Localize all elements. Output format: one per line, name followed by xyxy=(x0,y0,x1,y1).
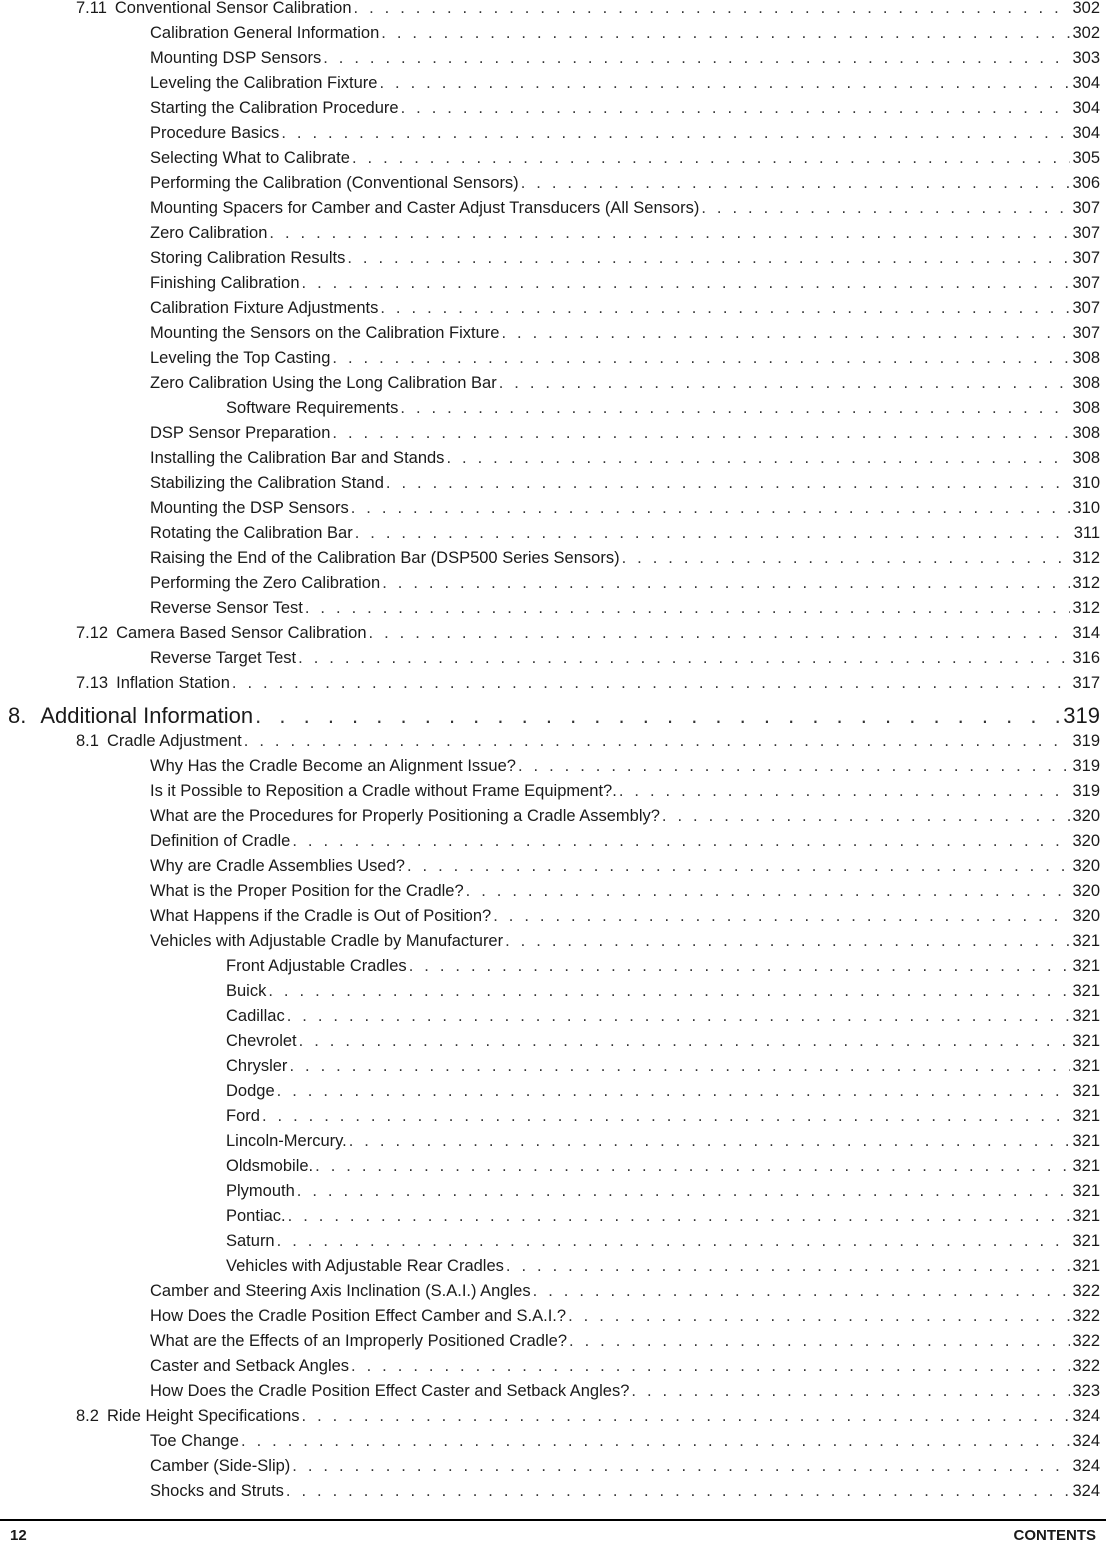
toc-entry-label: Plymouth xyxy=(226,1182,295,1200)
dot-leader xyxy=(302,1405,1071,1427)
footer-page-number: 12 xyxy=(10,1527,27,1544)
toc-entry-number: 7.12 xyxy=(76,624,109,642)
toc-entry-label: Lincoln-Mercury. xyxy=(226,1132,347,1150)
dot-leader xyxy=(518,755,1071,777)
toc-entry-number: 7.11 xyxy=(76,0,107,17)
toc-entry[interactable] xyxy=(150,272,1100,294)
toc-entry[interactable] xyxy=(150,147,1100,169)
toc-entry-page: 320 xyxy=(1072,807,1100,825)
dot-leader xyxy=(701,197,1070,219)
toc-entry[interactable] xyxy=(150,780,1100,802)
toc-entry-page: 321 xyxy=(1072,932,1100,950)
toc-entry[interactable] xyxy=(226,1055,1100,1077)
toc-entry-label: Shocks and Struts xyxy=(150,1482,284,1500)
toc-entry[interactable] xyxy=(150,497,1100,519)
toc-entry-label: Saturn xyxy=(226,1232,275,1250)
toc-entry-page: 304 xyxy=(1072,124,1100,142)
toc-entry[interactable] xyxy=(226,955,1100,977)
dot-leader xyxy=(446,447,1070,469)
toc-entry[interactable] xyxy=(150,372,1100,394)
toc-entry[interactable] xyxy=(150,547,1100,569)
toc-entry-label: Buick xyxy=(226,982,267,1000)
dot-leader xyxy=(332,422,1070,444)
toc-entry-page: 312 xyxy=(1072,574,1100,592)
dot-leader xyxy=(244,730,1071,752)
dot-leader xyxy=(268,980,1070,1002)
toc-entry-label: Pontiac. xyxy=(226,1207,286,1225)
toc-entry-page: 321 xyxy=(1072,957,1100,975)
dot-leader xyxy=(302,272,1071,294)
dot-leader xyxy=(351,497,1071,519)
dot-leader xyxy=(323,47,1070,69)
toc-entry-page: 321 xyxy=(1072,1132,1100,1150)
toc-entry-page: 321 xyxy=(1072,1207,1100,1225)
toc-entry-label: Additional Information xyxy=(40,703,254,728)
toc-entry[interactable] xyxy=(150,297,1100,319)
toc-entry[interactable] xyxy=(150,905,1100,927)
toc-entry-label: Raising the End of the Calibration Bar (DSP500 Series Sensors) xyxy=(150,549,620,567)
toc-entry-page: 321 xyxy=(1072,1232,1100,1250)
dot-leader xyxy=(349,1130,1071,1152)
toc-entry-page: 307 xyxy=(1072,249,1100,267)
dot-leader xyxy=(466,880,1071,902)
toc-entry-page: 322 xyxy=(1072,1332,1100,1350)
toc-entry-label: Storing Calibration Results xyxy=(150,249,346,267)
toc-entry[interactable] xyxy=(150,880,1100,902)
toc-entry[interactable] xyxy=(226,1180,1100,1202)
dot-leader xyxy=(382,572,1070,594)
toc-entry-label: Zero Calibration Using the Long Calibration Bar xyxy=(150,374,497,392)
toc-entry[interactable] xyxy=(150,22,1100,44)
toc-entry-label: Conventional Sensor Calibration xyxy=(114,0,352,17)
toc-entry-page: 321 xyxy=(1072,1082,1100,1100)
toc-entry[interactable] xyxy=(226,397,1100,419)
dot-leader xyxy=(533,1280,1071,1302)
dot-leader xyxy=(269,222,1070,244)
toc-entry-label: Why Has the Cradle Become an Alignment Issue? xyxy=(150,757,516,775)
toc-entry-label: Performing the Zero Calibration xyxy=(150,574,381,592)
dot-leader xyxy=(299,1030,1071,1052)
toc-entry-label: Reverse Target Test xyxy=(150,649,297,667)
toc-entry[interactable] xyxy=(150,197,1100,219)
toc-entry-label: Ford xyxy=(226,1107,260,1125)
toc-entry-label: What Happens if the Cradle is Out of Position? xyxy=(150,907,492,925)
dot-leader xyxy=(501,322,1070,344)
footer-rule xyxy=(0,1519,1106,1521)
dot-leader xyxy=(622,547,1071,569)
toc-entry[interactable] xyxy=(226,980,1100,1002)
toc-entry[interactable] xyxy=(150,1430,1100,1452)
toc-entry-label: Ride Height Specifications xyxy=(106,1407,300,1425)
toc-entry-page: 324 xyxy=(1072,1482,1100,1500)
toc-entry-page: 321 xyxy=(1072,1257,1100,1275)
dot-leader xyxy=(568,1305,1070,1327)
toc-entry-page: 305 xyxy=(1072,149,1100,167)
toc-entry-page: 324 xyxy=(1072,1407,1100,1425)
toc-entry-page: 312 xyxy=(1072,549,1100,567)
toc-entry-page: 323 xyxy=(1072,1382,1100,1400)
toc-entry-label: Leveling the Top Casting xyxy=(150,349,331,367)
dot-leader xyxy=(662,805,1071,827)
toc-entry-page: 303 xyxy=(1072,49,1100,67)
toc-section-entry[interactable] xyxy=(76,1405,1100,1427)
dot-leader xyxy=(381,22,1070,44)
toc-entry-page: 320 xyxy=(1072,882,1100,900)
dot-leader xyxy=(305,597,1071,619)
toc-entry[interactable] xyxy=(150,1355,1100,1377)
toc-entry-page: 302 xyxy=(1072,24,1100,42)
toc-entry[interactable] xyxy=(150,1280,1100,1302)
toc-entry-label: Camber (Side-Slip) xyxy=(150,1457,291,1475)
toc-entry-page: 306 xyxy=(1072,174,1100,192)
toc-entry[interactable] xyxy=(150,347,1100,369)
dot-leader xyxy=(287,1005,1071,1027)
toc-entry[interactable] xyxy=(150,322,1100,344)
dot-leader xyxy=(355,522,1072,544)
dot-leader xyxy=(631,1380,1070,1402)
toc-entry-page: 320 xyxy=(1072,832,1100,850)
dot-leader xyxy=(332,347,1070,369)
toc-entry-number: 8.2 xyxy=(76,1407,99,1425)
dot-leader xyxy=(569,1330,1070,1352)
dot-leader xyxy=(289,1055,1070,1077)
toc-entry-label: Inflation Station xyxy=(116,674,230,692)
toc-entry-label: Starting the Calibration Procedure xyxy=(150,99,399,117)
toc-entry[interactable] xyxy=(150,72,1100,94)
toc-entry-label: Software Requirements xyxy=(226,399,399,417)
toc-entry-label: Performing the Calibration (Conventional Sensors) xyxy=(150,174,519,192)
toc-entry-page: 319 xyxy=(1072,782,1100,800)
toc-entry-label: Mounting the DSP Sensors xyxy=(150,499,349,517)
dot-leader xyxy=(379,72,1070,94)
toc-entry-page: 311 xyxy=(1073,524,1100,542)
toc-entry-page: 322 xyxy=(1072,1357,1100,1375)
toc-entry-label: Dodge xyxy=(226,1082,275,1100)
toc-section-entry[interactable] xyxy=(76,730,1100,752)
toc-entry-page: 319 xyxy=(1072,732,1100,750)
toc-entry-label: Selecting What to Calibrate xyxy=(150,149,350,167)
toc-entry[interactable] xyxy=(150,522,1100,544)
toc-entry[interactable] xyxy=(150,472,1100,494)
toc-entry[interactable] xyxy=(150,1330,1100,1352)
toc-entry-page: 321 xyxy=(1072,1032,1100,1050)
toc-entry-page: 304 xyxy=(1072,99,1100,117)
toc-entry-label: Cradle Adjustment xyxy=(106,732,242,750)
toc-entry-label: Procedure Basics xyxy=(150,124,280,142)
toc-entry[interactable] xyxy=(150,172,1100,194)
toc-entry-label: Vehicles with Adjustable Cradle by Manufacturer xyxy=(150,932,504,950)
toc-entry-label: Mounting the Sensors on the Calibration Fixture xyxy=(150,324,500,342)
toc-entry-page: 322 xyxy=(1072,1282,1100,1300)
toc-entry-page: 320 xyxy=(1072,907,1100,925)
dot-leader xyxy=(298,647,1070,669)
toc-entry-page: 324 xyxy=(1072,1457,1100,1475)
dot-leader xyxy=(286,1480,1071,1502)
toc-entry-page: 314 xyxy=(1072,624,1100,642)
toc-section-entry[interactable] xyxy=(76,622,1100,644)
dot-leader xyxy=(407,855,1071,877)
dot-leader xyxy=(505,930,1070,952)
dot-leader xyxy=(288,1205,1071,1227)
toc-entry[interactable] xyxy=(150,1455,1100,1477)
toc-entry[interactable] xyxy=(150,1380,1100,1402)
toc-entry-label: Finishing Calibration xyxy=(150,274,300,292)
dot-leader xyxy=(506,1255,1071,1277)
dot-leader xyxy=(262,1105,1071,1127)
toc-entry[interactable] xyxy=(150,222,1100,244)
toc-entry[interactable] xyxy=(150,97,1100,119)
toc-entry-page: 307 xyxy=(1072,199,1100,217)
toc-entry-page: 308 xyxy=(1072,399,1100,417)
dot-leader xyxy=(351,1355,1070,1377)
toc-entry[interactable] xyxy=(150,422,1100,444)
toc-chapter-entry[interactable] xyxy=(8,701,1100,731)
dot-leader xyxy=(493,905,1070,927)
toc-entry-page: 321 xyxy=(1072,1157,1100,1175)
dot-leader xyxy=(292,1455,1070,1477)
toc-section-entry[interactable] xyxy=(76,672,1100,694)
toc-entry-label: Reverse Sensor Test xyxy=(150,599,303,617)
dot-leader xyxy=(277,1230,1071,1252)
toc-entry-page: 324 xyxy=(1072,1432,1100,1450)
toc-entry-page: 320 xyxy=(1072,857,1100,875)
toc-entry-label: Mounting DSP Sensors xyxy=(150,49,322,67)
toc-entry-label: Calibration General Information xyxy=(150,24,380,42)
toc-entry[interactable] xyxy=(150,447,1100,469)
dot-leader xyxy=(380,297,1070,319)
toc-entry-page: 307 xyxy=(1072,324,1100,342)
toc-entry[interactable] xyxy=(150,830,1100,852)
toc-entry-label: Front Adjustable Cradles xyxy=(226,957,407,975)
dot-leader xyxy=(241,1430,1070,1452)
toc-entry[interactable] xyxy=(150,572,1100,594)
toc-entry-page: 321 xyxy=(1072,982,1100,1000)
dot-leader xyxy=(369,622,1071,644)
toc-entry-label: Cadillac xyxy=(226,1007,285,1025)
toc-entry-number: 7.13 xyxy=(76,674,109,692)
toc-entry[interactable] xyxy=(150,1305,1100,1327)
toc-entry-label: Why are Cradle Assemblies Used? xyxy=(150,857,405,875)
toc-entry[interactable] xyxy=(226,1155,1100,1177)
toc-entry-number: 8.1 xyxy=(76,732,99,750)
dot-leader xyxy=(386,472,1071,494)
toc-entry-label: What are the Effects of an Improperly Positioned Cradle? xyxy=(150,1332,567,1350)
toc-entry-label: Camera Based Sensor Calibration xyxy=(116,624,367,642)
toc-entry-page: 312 xyxy=(1072,599,1100,617)
toc-entry-page: 322 xyxy=(1072,1307,1100,1325)
dot-leader xyxy=(401,97,1071,119)
toc-entry-page: 310 xyxy=(1072,499,1100,517)
toc-entry[interactable] xyxy=(226,1105,1100,1127)
toc-entry-page: 308 xyxy=(1072,424,1100,442)
dot-leader xyxy=(232,672,1071,694)
toc-entry-label: How Does the Cradle Position Effect Caster and Setback Angles? xyxy=(150,1382,630,1400)
toc-entry-label: Leveling the Calibration Fixture xyxy=(150,74,378,92)
toc-entry-page: 307 xyxy=(1072,299,1100,317)
toc-entry-page: 308 xyxy=(1072,349,1100,367)
toc-entry[interactable] xyxy=(150,855,1100,877)
dot-leader xyxy=(521,172,1071,194)
toc-entry-label: What are the Procedures for Properly Positioning a Cradle Assembly? xyxy=(150,807,660,825)
dot-leader xyxy=(255,701,1061,731)
dot-leader xyxy=(352,147,1071,169)
dot-leader xyxy=(277,1080,1071,1102)
toc-entry[interactable] xyxy=(226,1030,1100,1052)
toc-entry-label: Caster and Setback Angles xyxy=(150,1357,350,1375)
toc-entry-label: What is the Proper Position for the Cradle? xyxy=(150,882,464,900)
toc-entry-page: 317 xyxy=(1072,674,1100,692)
toc-entry-label: Mounting Spacers for Camber and Caster Adjust Transducers (All Sensors) xyxy=(150,199,700,217)
toc-entry-page: 319 xyxy=(1072,757,1100,775)
toc-entry-label: Calibration Fixture Adjustments xyxy=(150,299,379,317)
toc-entry-page: 319 xyxy=(1063,703,1100,728)
toc-entry[interactable] xyxy=(150,647,1100,669)
toc-entry-number: 8. xyxy=(8,703,27,728)
toc-entry-page: 321 xyxy=(1072,1182,1100,1200)
toc-entry-page: 308 xyxy=(1072,449,1100,467)
toc-entry-label: Chrysler xyxy=(226,1057,288,1075)
dot-leader xyxy=(354,0,1071,19)
dot-leader xyxy=(409,955,1071,977)
toc-entry[interactable] xyxy=(150,805,1100,827)
toc-entry[interactable] xyxy=(150,1480,1100,1502)
toc-entry[interactable] xyxy=(226,1080,1100,1102)
toc-entry-label: Vehicles with Adjustable Rear Cradles xyxy=(226,1257,504,1275)
toc-entry-label: Camber and Steering Axis Inclination (S.A.I.) Angles xyxy=(150,1282,531,1300)
dot-leader xyxy=(281,122,1070,144)
toc-entry-page: 316 xyxy=(1072,649,1100,667)
toc-entry-label: Installing the Calibration Bar and Stands xyxy=(150,449,445,467)
toc-section-entry[interactable] xyxy=(76,0,1100,19)
toc-entry-page: 307 xyxy=(1072,224,1100,242)
toc-entry[interactable] xyxy=(150,930,1100,952)
dot-leader xyxy=(315,1155,1070,1177)
toc-entry[interactable] xyxy=(226,1255,1100,1277)
toc-entry-page: 307 xyxy=(1072,274,1100,292)
toc-entry-page: 321 xyxy=(1072,1107,1100,1125)
toc-entry-page: 321 xyxy=(1072,1007,1100,1025)
toc-entry-label: Definition of Cradle xyxy=(150,832,291,850)
toc-entry-label: DSP Sensor Preparation xyxy=(150,424,331,442)
toc-entry[interactable] xyxy=(150,247,1100,269)
dot-leader xyxy=(499,372,1071,394)
toc-entry-label: Rotating the Calibration Bar xyxy=(150,524,353,542)
dot-leader xyxy=(292,830,1070,852)
toc-entry-label: Is it Possible to Reposition a Cradle without Frame Equipment?. xyxy=(150,782,617,800)
toc-entry-page: 302 xyxy=(1072,0,1100,17)
dot-leader xyxy=(347,247,1070,269)
toc-entry[interactable] xyxy=(226,1205,1100,1227)
toc-entry-label: Zero Calibration xyxy=(150,224,268,242)
toc-entry-label: Toe Change xyxy=(150,1432,239,1450)
toc-entry[interactable] xyxy=(226,1130,1100,1152)
dot-leader xyxy=(619,780,1071,802)
toc-entry-label: How Does the Cradle Position Effect Camber and S.A.I.? xyxy=(150,1307,567,1325)
toc-entry[interactable] xyxy=(150,122,1100,144)
footer-section-title: CONTENTS xyxy=(1013,1527,1096,1544)
toc-entry[interactable] xyxy=(150,597,1100,619)
toc-entry-label: Chevrolet xyxy=(226,1032,297,1050)
toc-entry-page: 304 xyxy=(1072,74,1100,92)
toc-entry[interactable] xyxy=(150,755,1100,777)
toc-entry-page: 321 xyxy=(1072,1057,1100,1075)
toc-entry-page: 308 xyxy=(1072,374,1100,392)
toc-entry[interactable] xyxy=(226,1230,1100,1252)
toc-entry-label: Stabilizing the Calibration Stand xyxy=(150,474,384,492)
dot-leader xyxy=(297,1180,1071,1202)
toc-entry[interactable] xyxy=(150,47,1100,69)
toc-entry-label: Oldsmobile. xyxy=(226,1157,314,1175)
toc-entry[interactable] xyxy=(226,1005,1100,1027)
toc-entry-page: 310 xyxy=(1072,474,1100,492)
dot-leader xyxy=(400,397,1070,419)
